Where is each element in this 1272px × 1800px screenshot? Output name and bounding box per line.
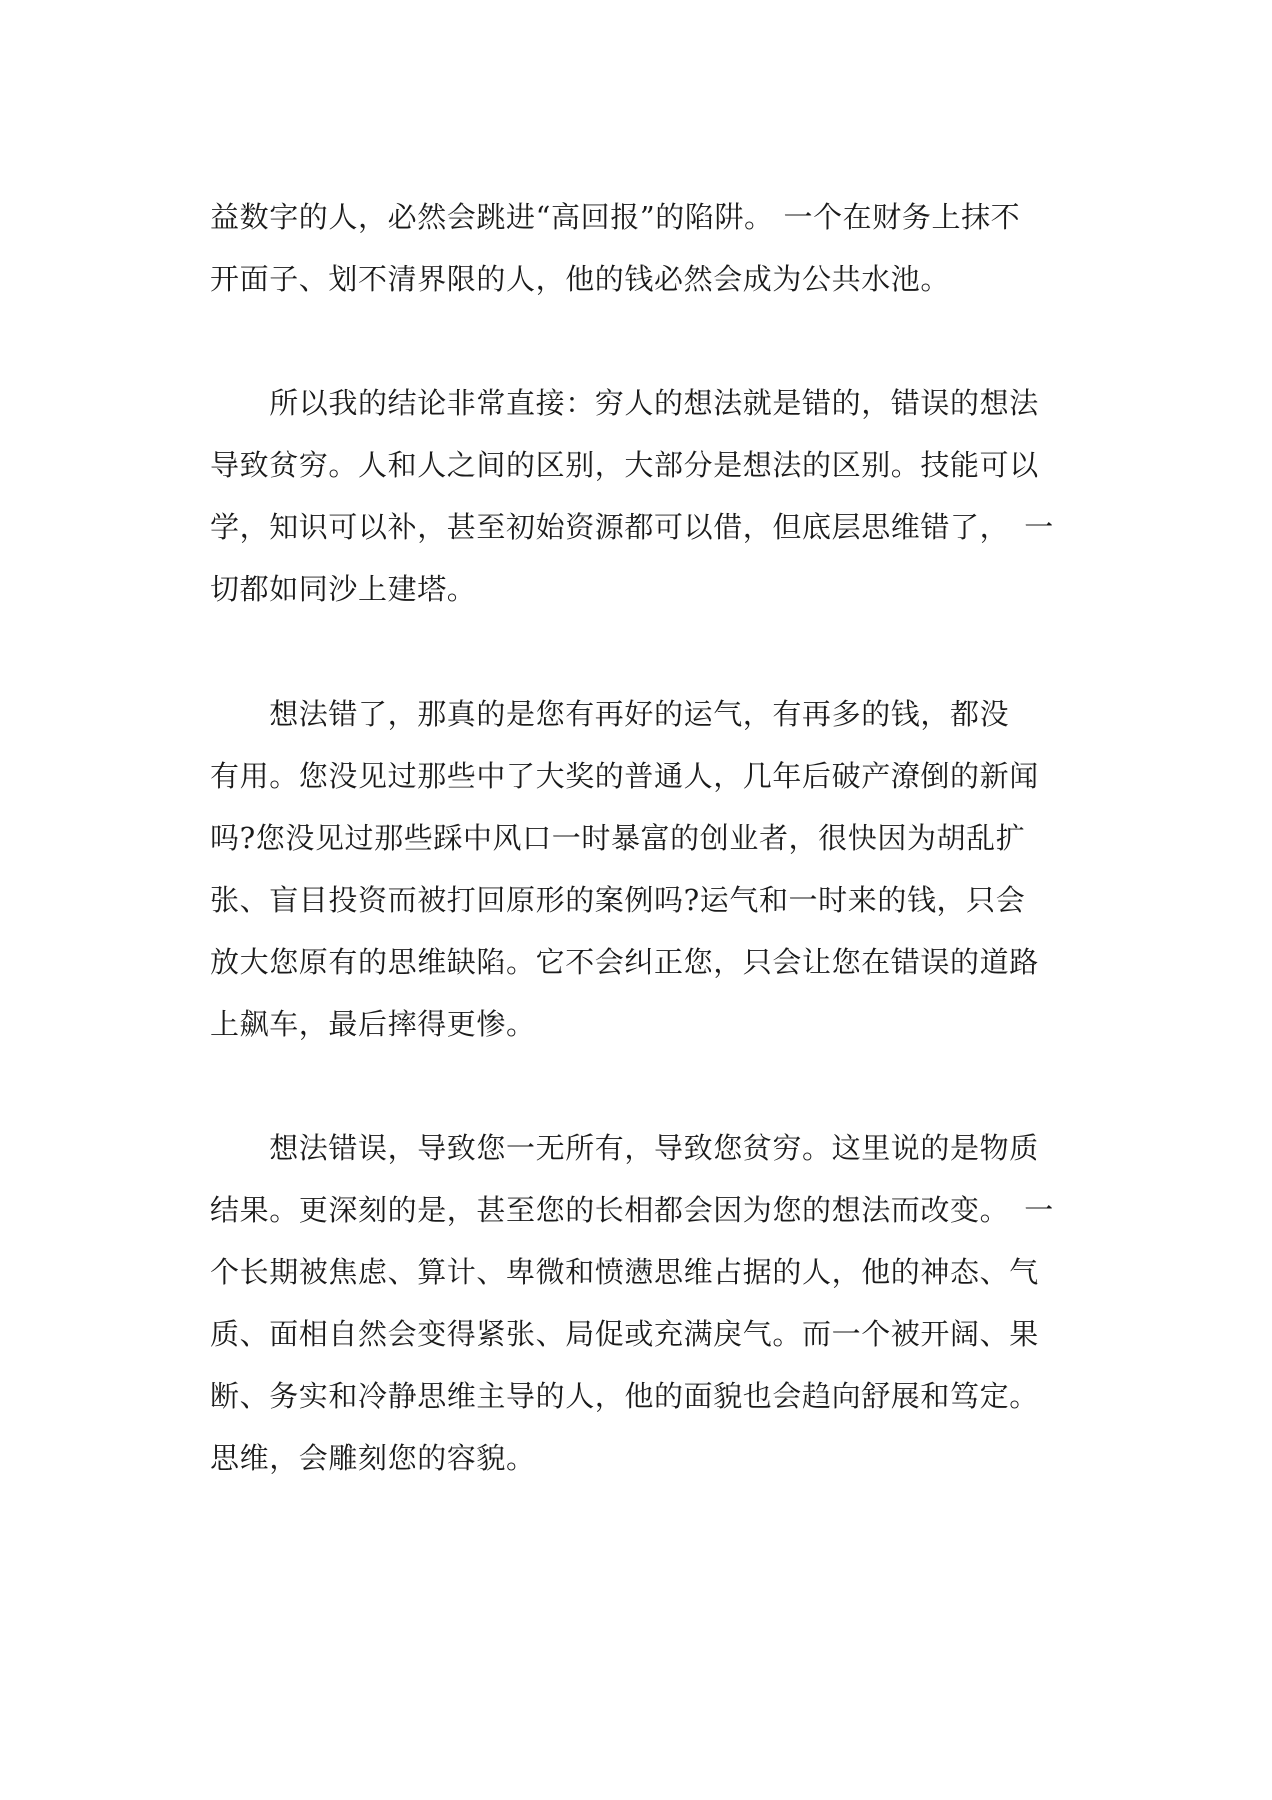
paragraph-line: 有用。您没见过那些中了大奖的普通人，几年后破产潦倒的新闻 xyxy=(210,759,1039,793)
paragraph-line: 个长期被焦虑、算计、卑微和愤懑思维占据的人，他的神态、气 xyxy=(210,1255,1039,1289)
paragraph-line: 质、面相自然会变得紧张、局促或充满戾气。而一个被开阔、果 xyxy=(210,1317,1039,1351)
paragraph-line: 结果。更深刻的是，甚至您的长相都会因为您的想法而改变。 一 xyxy=(210,1193,1054,1227)
paragraph-line: 想法错误，导致您一无所有，导致您贫穷。这里说的是物质 xyxy=(210,1131,1039,1165)
paragraph-line: 切都如同沙上建塔。 xyxy=(210,572,477,606)
paragraph-line: 想法错了，那真的是您有再好的运气，有再多的钱，都没 xyxy=(210,697,1010,731)
paragraph-line: 益数字的人，必然会跳进“高回报”的陷阱。 一个在财务上抹不 xyxy=(210,200,1021,234)
paragraph-line: 放大您原有的思维缺陷。它不会纠正您，只会让您在错误的道路 xyxy=(210,945,1039,979)
paragraph-line: 开面子、划不清界限的人，他的钱必然会成为公共水池。 xyxy=(210,262,951,296)
paragraph-line: 张、盲目投资而被打回原形的案例吗?运气和一时来的钱，只会 xyxy=(210,883,1026,917)
paragraph-4 xyxy=(210,1117,1060,1489)
paragraph-3 xyxy=(210,683,1060,1055)
paragraph-1 xyxy=(210,186,1060,310)
paragraph-line: 学，知识可以补，甚至初始资源都可以借，但底层思维错了， 一 xyxy=(210,510,1054,544)
paragraph-line: 所以我的结论非常直接：穷人的想法就是错的，错误的想法 xyxy=(210,386,1039,420)
paragraph-line: 思维，会雕刻您的容貌。 xyxy=(210,1441,536,1475)
paragraph-line: 导致贫穷。人和人之间的区别，大部分是想法的区别。技能可以 xyxy=(210,448,1039,482)
paragraph-line: 吗?您没见过那些踩中风口一时暴富的创业者，很快因为胡乱扩 xyxy=(210,821,1026,855)
paragraph-line: 断、务实和冷静思维主导的人，他的面貌也会趋向舒展和笃定。 xyxy=(210,1379,1039,1413)
paragraph-2 xyxy=(210,372,1060,620)
paragraph-line: 上飙车，最后摔得更惨。 xyxy=(210,1007,536,1041)
